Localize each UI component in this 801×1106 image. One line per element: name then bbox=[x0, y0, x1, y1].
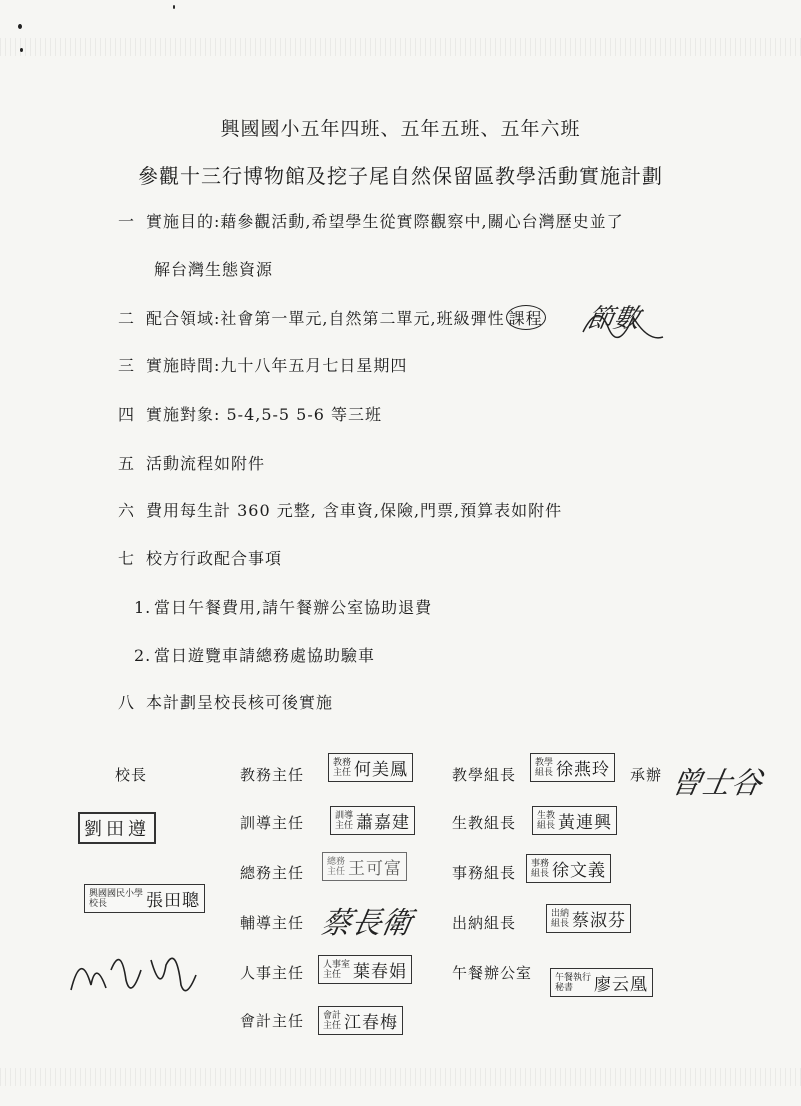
stamp-title-line: 總務 bbox=[327, 856, 346, 867]
stamp-name: 江春梅 bbox=[344, 1013, 399, 1033]
contractor-signature: 曾士谷 bbox=[668, 766, 765, 801]
stamp-title bbox=[535, 758, 553, 778]
stamp-title-line: 主任 bbox=[323, 1020, 342, 1031]
handwritten-note: 節數 bbox=[584, 304, 643, 334]
item-7-2 bbox=[134, 643, 375, 666]
stamp-title-line: 教學 bbox=[535, 757, 554, 768]
stamp-name: 蔡淑芬 bbox=[572, 911, 627, 931]
item-7 bbox=[118, 546, 282, 569]
title-line-2: 參觀十三行博物館及挖子尾自然保留區教學活動實施計劃 bbox=[138, 164, 663, 188]
contractor-label: 承辦 bbox=[630, 766, 663, 784]
stamp-title bbox=[551, 909, 569, 929]
stamp-title-line: 組長 bbox=[551, 918, 570, 929]
stamp-name: 葉春娟 bbox=[353, 962, 408, 982]
item-text: 當日遊覽車請總務處協助驗車 bbox=[154, 646, 376, 665]
scan-noise-top bbox=[0, 38, 801, 56]
teaching-leader-stamp bbox=[530, 753, 615, 782]
item-number: 一 bbox=[118, 212, 136, 231]
affairs-leader-label: 事務組長 bbox=[452, 864, 517, 882]
scan-speck bbox=[18, 24, 22, 29]
stamp-title-line: 午餐執行 bbox=[555, 972, 592, 983]
stamp-title-line: 秘書 bbox=[555, 982, 574, 993]
stamp-name: 蕭嘉建 bbox=[356, 813, 411, 833]
stamp-title-line: 組長 bbox=[531, 868, 550, 879]
scan-noise-bottom bbox=[0, 1068, 801, 1086]
stamp-name: 黃連興 bbox=[558, 813, 613, 833]
stamp-title bbox=[537, 811, 555, 831]
stamp-title bbox=[327, 857, 345, 877]
affairs-leader-stamp bbox=[526, 854, 611, 883]
stamp-name: 張田聰 bbox=[146, 891, 201, 911]
accounting-director-label: 會計主任 bbox=[240, 1012, 305, 1030]
discipline-director-stamp bbox=[330, 806, 415, 835]
discipline-director-label: 訓導主任 bbox=[240, 814, 305, 832]
item-text: 實施時間:九十八年五月七日星期四 bbox=[146, 356, 408, 375]
item-6 bbox=[118, 498, 562, 521]
item-text: 解台灣生態資源 bbox=[154, 260, 274, 279]
circled-word: 課程 bbox=[506, 305, 546, 330]
title-line-1: 興國國小五年四班、五年五班、五年六班 bbox=[220, 118, 581, 140]
item-number: 六 bbox=[118, 501, 136, 520]
teaching-leader-label: 教學組長 bbox=[452, 766, 517, 784]
stamp-title-line: 組長 bbox=[535, 767, 554, 778]
item-number: 七 bbox=[118, 549, 136, 568]
item-text: 配合領域:社會第一單元,自然第二單元,班級彈性 bbox=[146, 309, 505, 328]
item-number: 1. bbox=[134, 598, 152, 617]
stamp-title-line: 生教 bbox=[537, 810, 556, 821]
cashier-leader-stamp bbox=[546, 904, 631, 933]
stamp-title-line: 組長 bbox=[537, 820, 556, 831]
item-2 bbox=[118, 305, 547, 330]
item-text: 費用每生計 360 元整, 含車資,保險,門票,預算表如附件 bbox=[146, 501, 563, 520]
stamp-title bbox=[531, 859, 549, 879]
item-text: 校方行政配合事項 bbox=[146, 549, 283, 568]
stamp-title-line: 主任 bbox=[335, 820, 354, 831]
general-affairs-director-label: 總務主任 bbox=[240, 864, 305, 882]
principal-label: 校長 bbox=[115, 766, 148, 784]
stamp-title-line: 主任 bbox=[323, 969, 342, 980]
item-7-1 bbox=[134, 595, 432, 618]
personnel-director-stamp bbox=[318, 955, 412, 984]
stamp-title-line: 會計 bbox=[323, 1010, 342, 1021]
stamp-name: 徐文義 bbox=[552, 861, 607, 881]
stamp-title bbox=[333, 758, 351, 778]
counseling-director-signature: 蔡長衛 bbox=[318, 906, 415, 941]
item-1 bbox=[118, 209, 624, 232]
item-number: 八 bbox=[118, 693, 136, 712]
cashier-leader-label: 出納組長 bbox=[452, 914, 517, 932]
item-text: 實施對象: 5-4,5-5 5-6 等三班 bbox=[146, 405, 383, 424]
stamp-title-line: 主任 bbox=[327, 866, 346, 877]
lunch-office-stamp bbox=[550, 968, 653, 997]
item-text: 實施目的:藉參觀活動,希望學生從實際觀察中,關心台灣歷史並了 bbox=[146, 212, 624, 231]
item-3 bbox=[118, 353, 407, 376]
stamp-title bbox=[323, 960, 350, 980]
item-5 bbox=[118, 451, 265, 474]
stamp-title-line: 訓導 bbox=[335, 810, 354, 821]
item-text: 活動流程如附件 bbox=[146, 454, 266, 473]
principal-handwritten-signature bbox=[66, 940, 206, 1010]
item-number: 五 bbox=[118, 454, 136, 473]
item-8 bbox=[118, 690, 333, 713]
scan-speck bbox=[173, 5, 175, 9]
lunch-office-label: 午餐辦公室 bbox=[452, 964, 533, 982]
stamp-title-line: 主任 bbox=[333, 767, 352, 778]
stamp-name: 何美鳳 bbox=[354, 760, 409, 780]
handwriting-stroke bbox=[578, 292, 668, 352]
stamp-title-line: 出納 bbox=[551, 908, 570, 919]
stamp-title bbox=[323, 1011, 341, 1031]
accounting-director-stamp bbox=[318, 1006, 403, 1035]
general-affairs-director-stamp bbox=[322, 852, 407, 881]
principal-stamp-top bbox=[78, 812, 156, 844]
stamp-title-line: 事務 bbox=[531, 858, 550, 869]
student-affairs-leader-stamp bbox=[532, 806, 617, 835]
item-number: 四 bbox=[118, 405, 136, 424]
stamp-title-line: 興國國民小學 bbox=[89, 888, 144, 899]
stamp-title bbox=[89, 889, 143, 909]
item-number: 2. bbox=[134, 646, 152, 665]
academic-director-stamp bbox=[328, 753, 413, 782]
stamp-title bbox=[335, 811, 353, 831]
item-number: 二 bbox=[118, 309, 136, 328]
item-4 bbox=[118, 402, 382, 425]
principal-stamp-mid bbox=[84, 884, 205, 913]
academic-director-label: 教務主任 bbox=[240, 766, 305, 784]
item-number: 三 bbox=[118, 356, 136, 375]
stamp-name: 劉田遵 bbox=[84, 819, 150, 840]
personnel-director-label: 人事主任 bbox=[240, 964, 305, 982]
item-text: 當日午餐費用,請午餐辦公室協助退費 bbox=[154, 598, 433, 617]
item-1-continued bbox=[154, 257, 273, 280]
stamp-name: 王可富 bbox=[348, 859, 403, 879]
stamp-title bbox=[555, 973, 591, 993]
stamp-title-line: 校長 bbox=[89, 898, 108, 909]
stamp-name: 廖云凰 bbox=[594, 975, 649, 995]
stamp-title-line: 人事室 bbox=[323, 959, 351, 970]
stamp-name: 徐燕玲 bbox=[556, 760, 611, 780]
item-text: 本計劃呈校長核可後實施 bbox=[146, 693, 334, 712]
counseling-director-label: 輔導主任 bbox=[240, 914, 305, 932]
student-affairs-leader-label: 生教組長 bbox=[452, 814, 517, 832]
stamp-title-line: 教務 bbox=[333, 757, 352, 768]
